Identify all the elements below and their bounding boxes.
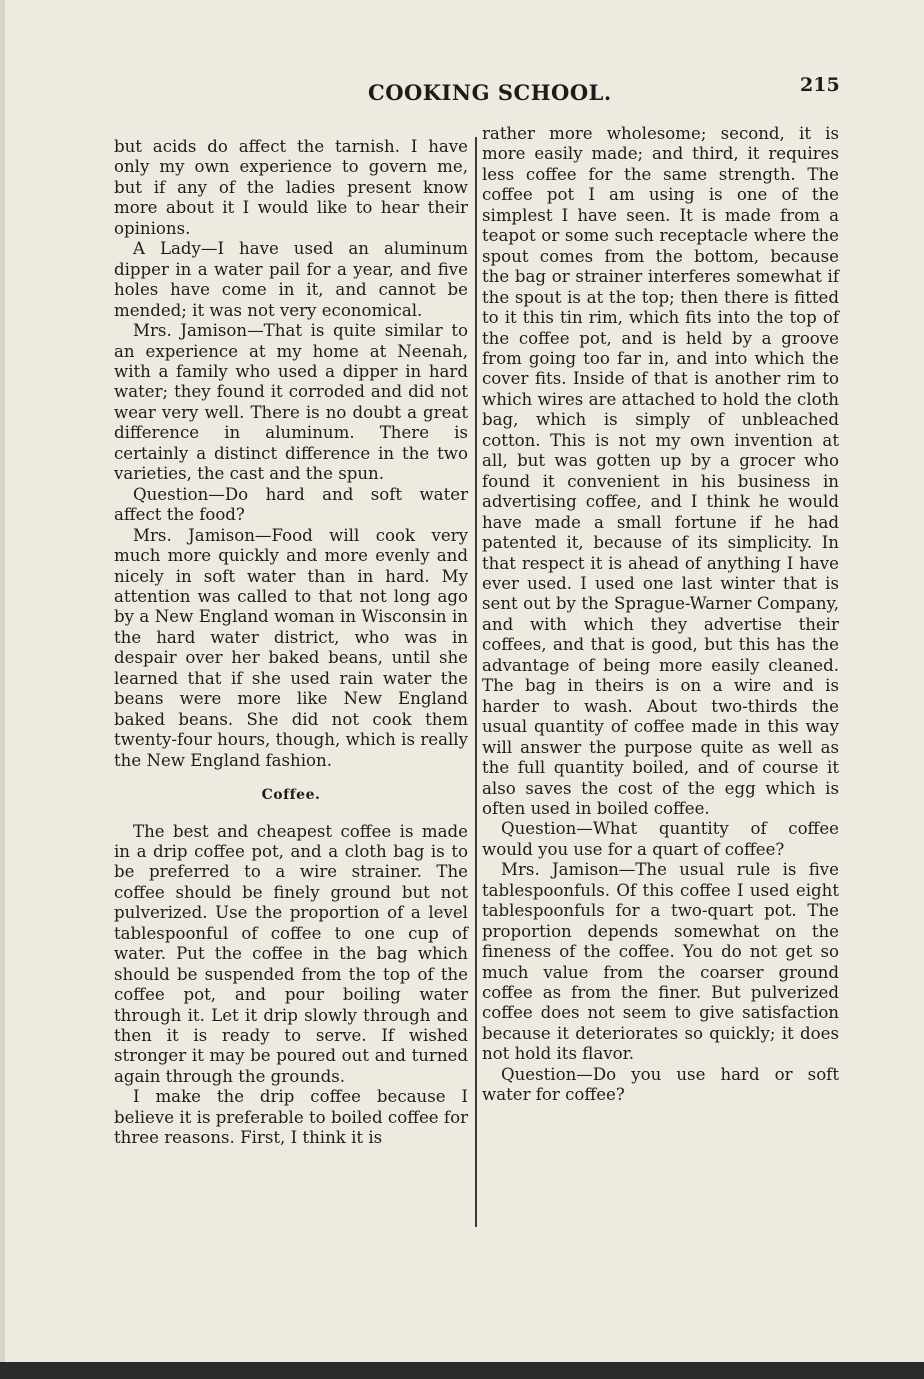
paragraph: The best and cheapest coffee is made in a drip coffee pot, and a cloth bag is to be preferred to a wire strainer. The coffee should be finely ground but not pulverized. Use the proportion of a level tablespoonful of coffee to one cup of water. Put the coffee in the bag which should be suspended from the top of the coffee pot, and pour boiling water through it. Let it drip slowly through and then it is ready to serve. If wished stronger it may be poured out and turned again through the grounds. <box>114 821 468 1086</box>
paragraph: I make the drip coffee because I believe it is preferable to boiled coffee for three reasons. First, I think it is <box>114 1087 468 1148</box>
right-column <box>482 124 839 1106</box>
paragraph: rather more wholesome; second, it is more easily made; and third, it requires less coffee for the same strength. The coffee pot I am using is one of the simplest I have seen. It is made from a teapot or some such receptacle where the spout comes from the bottom, because the bag or strainer interferes somewhat if the spout is at the top; then there is fitted to it this tin rim, which fits into the top of the coffee pot, and is held by a groove from going too far in, and into which the cover fits. Inside of that is another rim to which wires are attached to hold the cloth bag, which is simply of unbleached cotton. This is not my own invention at all, but was gotten up by a grocer who found it convenient in his business in advertising coffee, and I think he would have made a small fortune if he had patented it, because of its simplicity. In that respect it is ahead of anything I have ever used. I used one last winter that is sent out by the Sprague-Warner Company, and with which they advertise their coffees, and that is good, but this has the advantage of being more easily cleaned. The bag in theirs is on a wire and is harder to wash. About two-thirds the usual quantity of coffee made in this way will answer the purpose quite as well as the full quantity boiled, and of course it also saves the cost of the egg which is often used in boiled coffee. <box>482 124 839 818</box>
paragraph: A Lady—I have used an aluminum dipper in a water pail for a year, and five holes have come in it, and cannot be mended; it was not very economical. <box>114 239 468 320</box>
page-number: 215 <box>800 74 840 96</box>
column-divider <box>475 137 477 1227</box>
page-bottom-edge <box>0 1362 924 1379</box>
left-column <box>114 137 468 1149</box>
paragraph: Question—Do hard and soft water affect the food? <box>114 484 468 525</box>
paragraph: Question—What quantity of coffee would you use for a quart of coffee? <box>482 819 839 859</box>
page-left-edge <box>0 0 5 1379</box>
paragraph: but acids do affect the tarnish. I have only my own experience to govern me, but if any of the ladies present know more about it I would like to hear their opinions. <box>114 137 468 238</box>
paragraph: Question—Do you use hard or soft water for coffee? <box>482 1064 839 1105</box>
paragraph: Mrs. Jamison—That is quite similar to an experience at my home at Neenah, with a family who used a dipper in hard water; they found it corroded and did not wear very well. There is no doubt a great difference in aluminum. There is certainly a distinct difference in the two varieties, the cast and the spun. <box>114 321 468 484</box>
section-heading: Coffee. <box>261 787 321 804</box>
running-title: COOKING SCHOOL. <box>368 80 612 105</box>
paragraph: Mrs. Jamison—The usual rule is five tablespoonfuls. Of this coffee I used eight tablespoonfuls for a two-quart pot. The proportion depends somewhat on the fineness of the coffee. You do not get so much value from the coarser ground coffee as from the finer. But pulverized coffee does not seem to give satisfaction because it deteriorates so quickly; it does not hold its flavor. <box>482 860 839 1064</box>
paragraph: Mrs. Jamison—Food will cook very much more quickly and more evenly and nicely in soft water than in hard. My attention was called to that not long ago by a New England woman in Wisconsin in the hard water district, who was in despair over her baked beans, until she learned that if she used rain water the beans were more like New England baked beans. She did not cook them twenty-four hours, though, which is really the New England fashion. <box>114 525 468 770</box>
